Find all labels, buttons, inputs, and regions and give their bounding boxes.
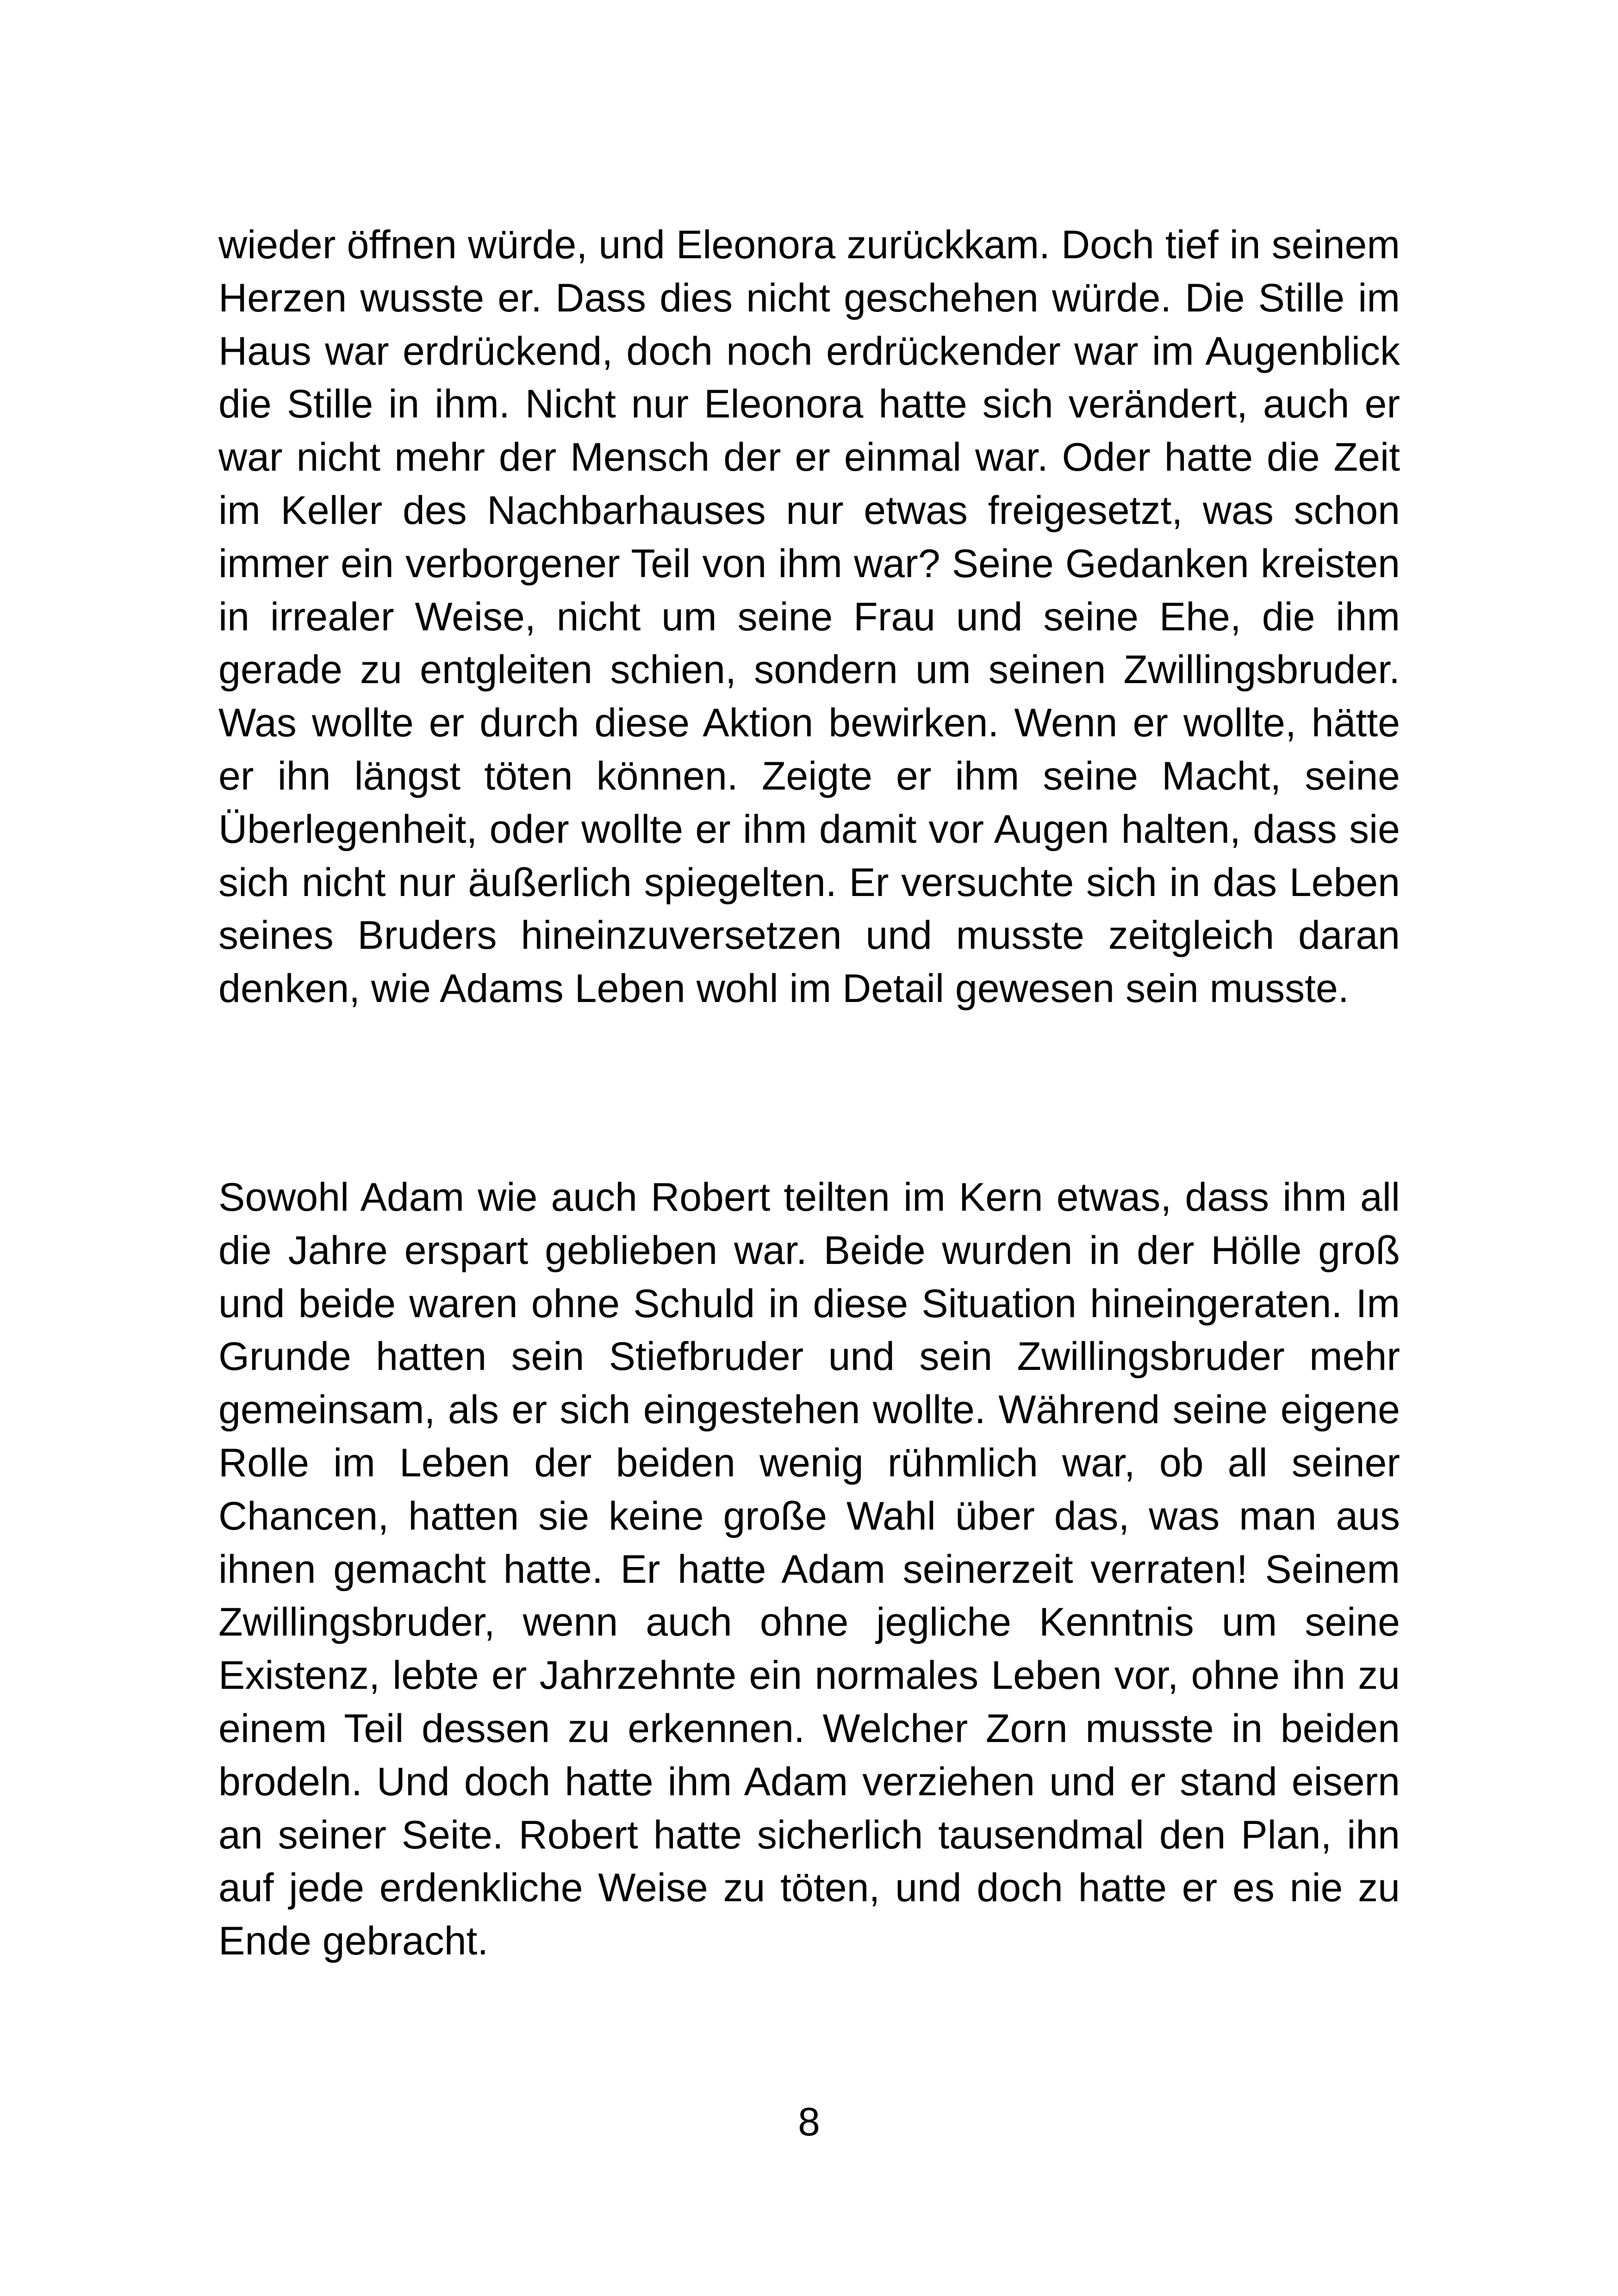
paragraph-1: wieder öffnen würde, und Eleonora zurückkam. Doch tief in seinem Herzen wusste er. Dass dies nicht geschehen würde. Die Stille im Haus war erdrückend, doch noch erdrückender war im Augenblick die Stille in ihm. Nicht nur Eleonora hatte sich verändert, auch er war nicht mehr der Mensch der er einmal war. Oder hatte die Zeit im Keller des Nachbarhauses nur etwas freigesetzt, was schon immer ein verborgener Teil von ihm war? Seine Gedanken kreisten in irrealer Weise, nicht um seine Frau und seine Ehe, die ihm gerade zu entgleiten schien, sondern um seinen Zwillingsbruder. Was wollte er durch diese Aktion bewirken. Wenn er wollte, hätte er ihn längst töten können. Zeigte er ihm seine Macht, seine Überlegenheit, oder wollte er ihm damit vor Augen halten, dass sie sich nicht nur äußerlich spiegelten. Er versuchte sich in das Leben seines Bruders hineinzuversetzen und musste zeitgleich daran denken, wie Adams Leben wohl im Detail gewesen sein musste. [218,223,1400,1011]
paragraph-2: Sowohl Adam wie auch Robert teilten im Kern etwas, dass ihm all die Jahre erspart geblieben war. Beide wurden in der Hölle groß und beide waren ohne Schuld in diese Situation hineingeraten. Im Grunde hatten sein Stiefbruder und sein Zwillingsbruder mehr gemeinsam, als er sich eingestehen wollte. Während seine eigene Rolle im Leben der beiden wenig rühmlich war, ob all seiner Chancen, hatten sie keine große Wahl über das, was man aus ihnen gemacht hatte. Er hatte Adam seinerzeit verraten! Seinem Zwillingsbruder, wenn auch ohne jegliche Kenntnis um seine Existenz, lebte er Jahrzehnte ein normales Leben vor, ohne ihn zu einem Teil dessen zu erkennen. Welcher Zorn musste in beiden brodeln. Und doch hatte ihm Adam verziehen und er stand eisern an seiner Seite. Robert hatte sicherlich tausendmal den Plan, ihn auf jede erdenkliche Weise zu töten, und doch hatte er es nie zu Ende gebracht. [218,1175,1400,1964]
page-number: 8 [798,2100,820,2144]
